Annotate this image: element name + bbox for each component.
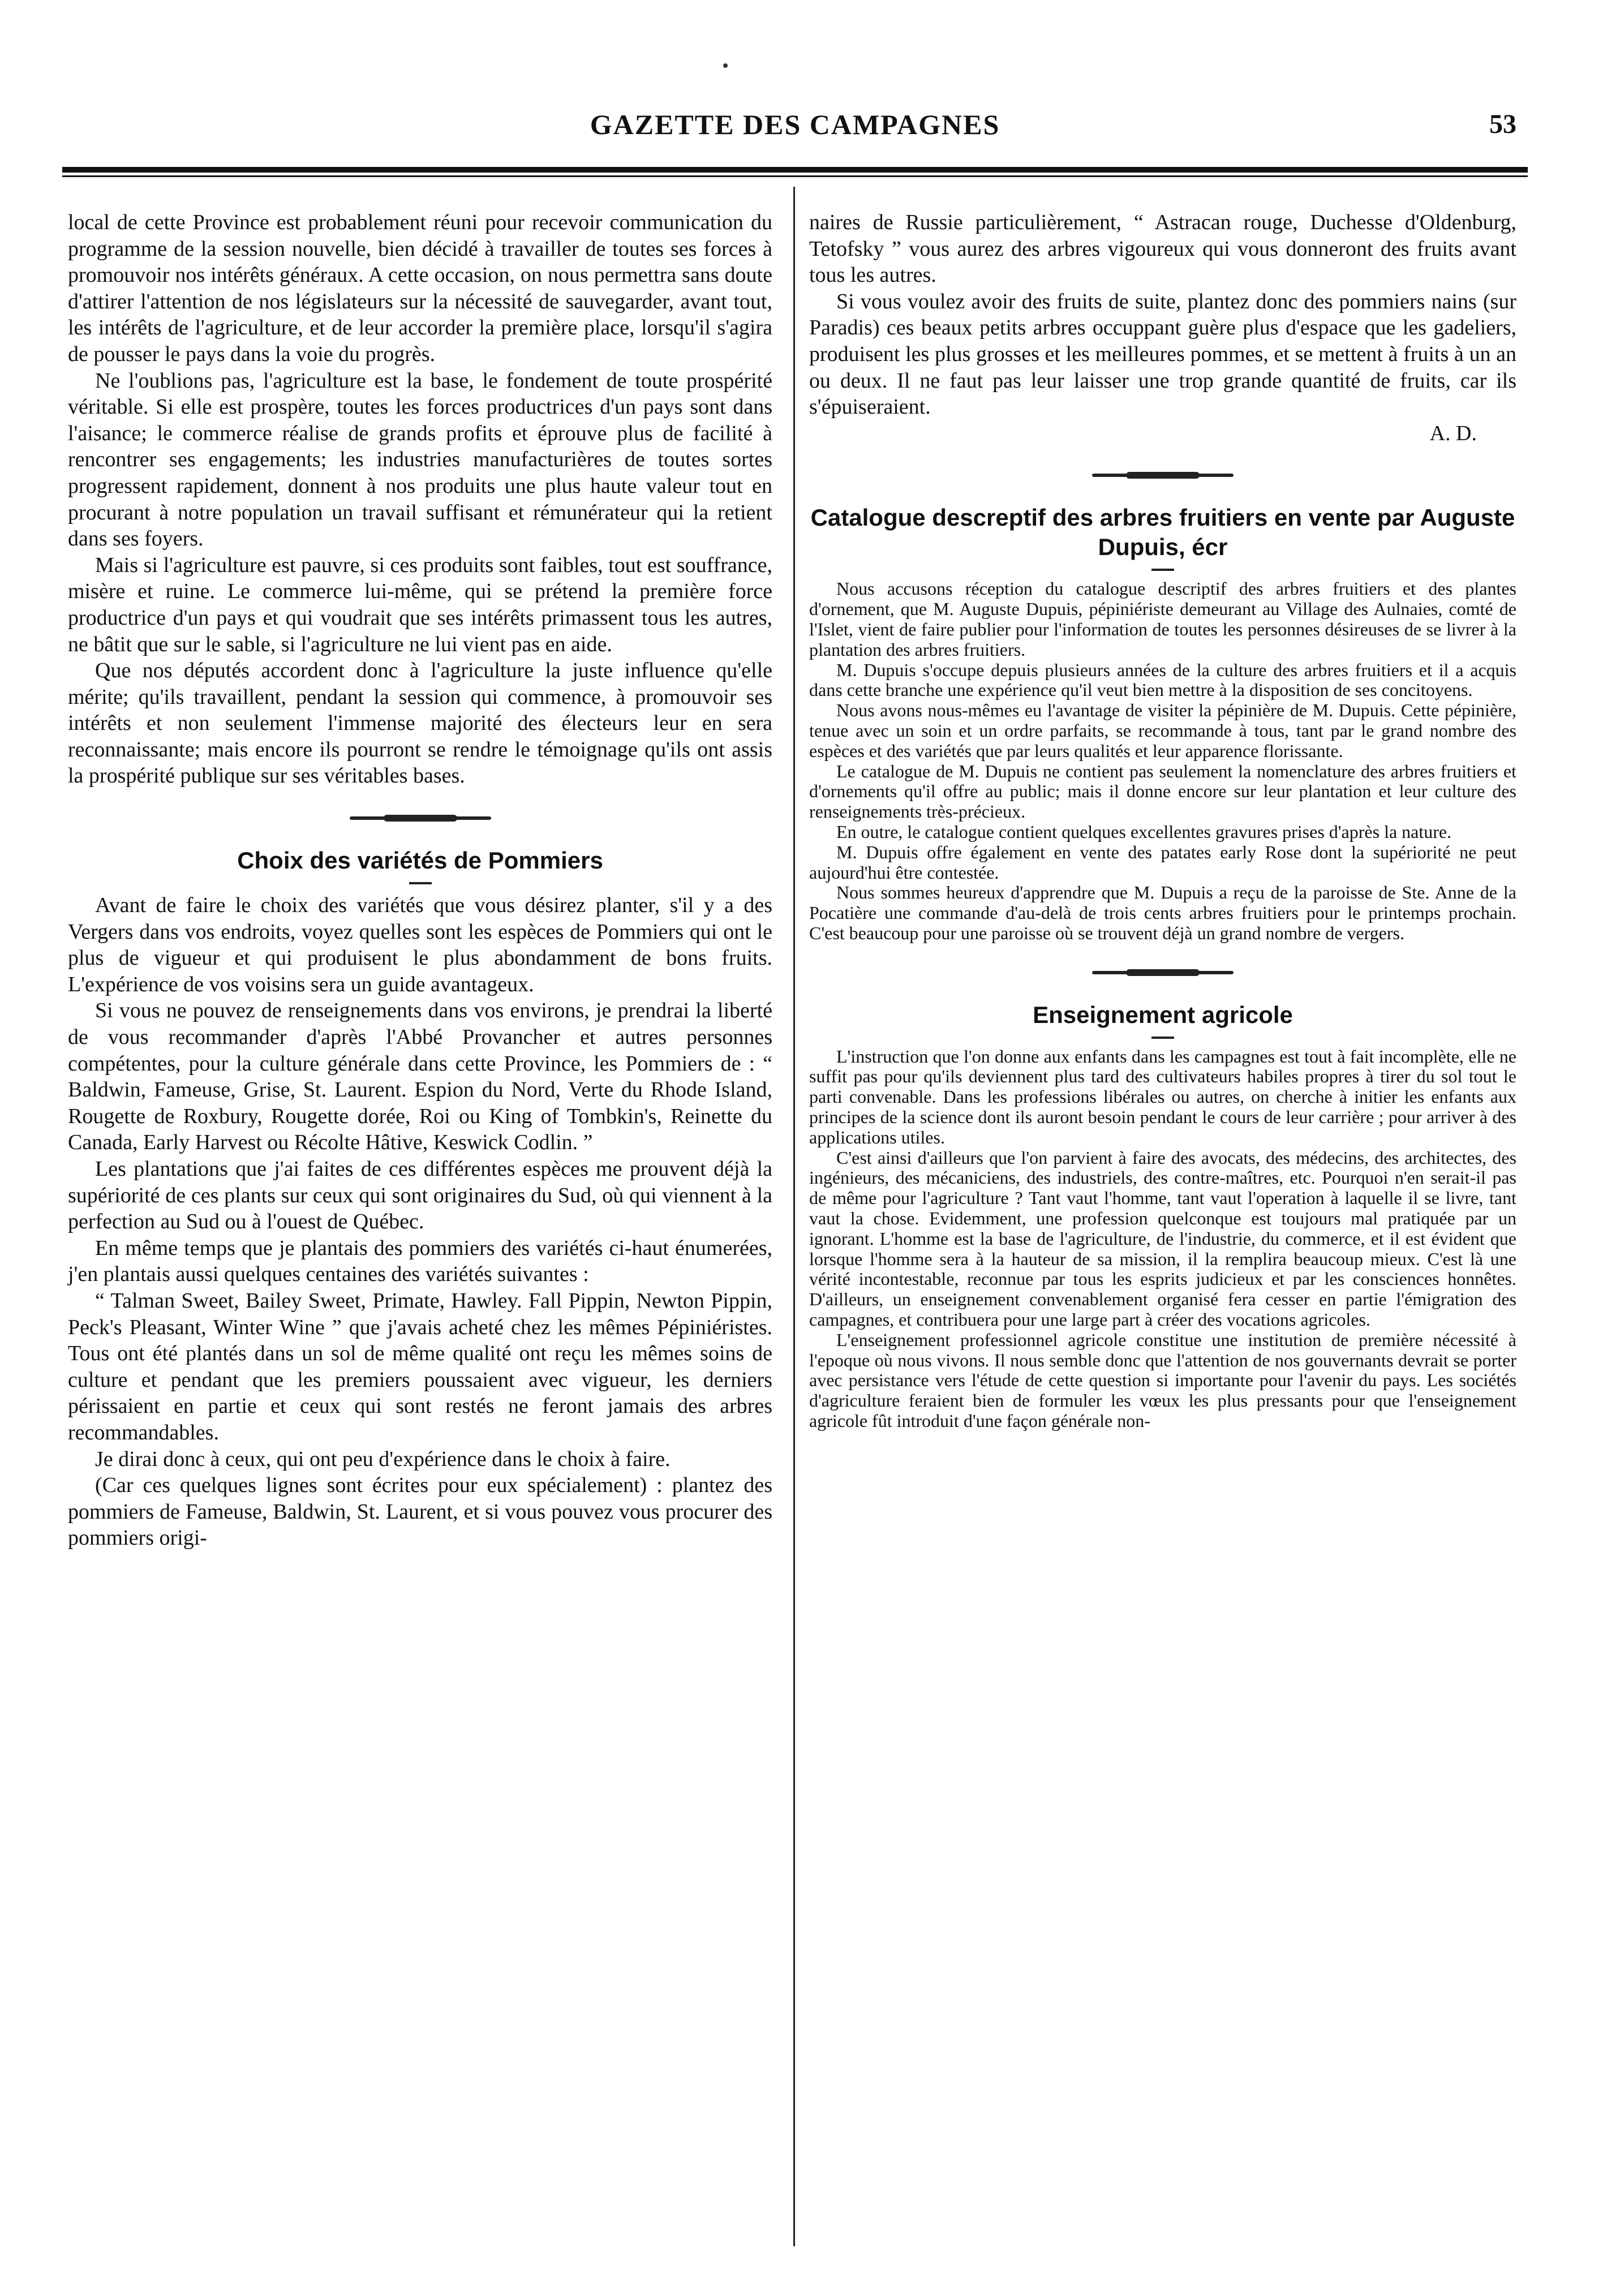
title-dash (1151, 569, 1174, 571)
article-paragraph: En même temps que je plantais des pommiers des variétés ci-haut énumerées, j'en plantais aussi quelques centaines des variétés suivantes : (68, 1236, 772, 1287)
right-column (809, 209, 1516, 1431)
page-number: 53 (1489, 109, 1516, 139)
article-paragraph: Si vous voulez avoir des fruits de suite, plantez donc des pommiers nains (sur Paradis) ces beaux petits arbres occuppant guère plus d'espace que les gadeliers, produisent les plus grosses et les meilleures pommes, et se mettent à fruits à un an ou deux. Il ne faut pas leur laisser une trop grande quantité de fruits, car ils s'épuiseraient. (809, 289, 1516, 419)
article-paragraph: local de cette Province est probablement réuni pour recevoir communication du programme de la session nouvelle, bien décidé à travailler de toutes ses forces à promouvoir nos intérêts généraux. A cette occasion, on nous permettra sans doute d'attirer l'attention de nos législateurs sur la nécessité de sauvegarder, avant tout, les intérêts de l'agriculture, et de leur accorder la première place, lorsqu'il s'agira de pousser le pays dans la voie du progrès. (68, 210, 772, 366)
catalogue-article (809, 579, 1516, 943)
title-dash (409, 882, 432, 884)
newspaper-title: GAZETTE DES CAMPAGNES (590, 109, 1000, 140)
article-paragraph: M. Dupuis offre également en vente des patates early Rose dont la supériorité ne peut aujourd'hui être contestée. (809, 841, 1516, 883)
header-rule-thick (62, 167, 1528, 173)
section-title-enseignement: Enseignement agricole (1033, 1001, 1293, 1028)
article-paragraph: M. Dupuis s'occupe depuis plusieurs années de la culture des arbres fruitiers et il a acquis dans cette branche une expérience qu'il veut bien mettre à la disposition de ses concitoyens. (809, 659, 1516, 700)
article-paragraph: “ Talman Sweet, Bailey Sweet, Primate, Hawley. Fall Pippin, Newton Pippin, Peck's Pleasant, Winter Wine ” que j'avais acheté chez les mêmes Pépiniéristes. Tous ont été plantés dans un sol de même qualité ont reçu les mêmes soins de culture et pendant que les premiers poussaient avec vigueur, les derniers périssaient en partie et ceux qui sont restés ne feront jamais des arbres recommandables. (68, 1288, 772, 1444)
article-paragraph: Nous accusons réception du catalogue descriptif des arbres fruitiers et des plantes d'ornement, que M. Auguste Dupuis, pépiniériste demeurant au Village des Aulnaies, comté de l'Islet, vient de faire publier pour l'information de toutes les personnes désireuses de se livrer à la plantation des arbres fruitiers. (809, 578, 1516, 660)
title-dash (1151, 1037, 1174, 1039)
left-column (68, 209, 772, 1551)
separator-ornament (1092, 474, 1234, 477)
article-paragraph: Si vous ne pouvez de renseignements dans vos environs, je prendrai la liberté de vous recommander d'après l'Abbé Provancher et autres personnes compétentes, pour la culture générale dans cette Province, les Pommiers de : “ Baldwin, Fameuse, Grise, St. Laurent. Espion du Nord, Verte du Rhode Island, Rougette de Roxbury, Rougette dorée, Roi ou King of Tombkin's, Reinette du Canada, Early Harvest ou Récolte Hâtive, Keswick Codlin. ” (68, 999, 772, 1155)
section-separator (809, 944, 1516, 1000)
print-speck (723, 63, 728, 68)
article-paragraph: Que nos députés accordent donc à l'agriculture la juste influence qu'elle mérite; qu'ils travaillent, pendant la session qui commence, à promouvoir ses intérêts et non seulement l'immense majorité des électeurs leur en sera reconnaissante; mais encore ils pourront se rendre le témoignage qu'ils ont assis la prospérité publique sur ses véritables bases. (68, 659, 772, 788)
separator-ornament (350, 816, 491, 820)
section-title-catalogue: Catalogue descreptif des arbres fruitiers en vente par Auguste Dupuis, écr (810, 504, 1515, 561)
article-paragraph: Mais si l'agriculture est pauvre, si ces produits sont faibles, tout est souffrance, misère et ruine. Le commerce lui-même, qui se prétend la première force productrice d'un pays et qui voudrait que ses intérêts primassent tous les autres, ne bâtit que sur le sable, si l'agriculture ne lui vient pas en aide. (68, 553, 772, 656)
author-signature: A. D. (1429, 421, 1477, 445)
section-title-pommiers: Choix des variétés de Pommiers (237, 847, 603, 874)
article-paragraph: L'enseignement professionnel agricole constitue une institution de première nécessité à l'epoque où nous vivons. Il nous semble donc que l'attention de nos gouvernants devrait se porter avec persistance vers l'étude de cette question si importante pour l'avenir du pays. Les sociétés d'agriculture feraient bien de formuler les vœux les plus pressants pour que l'enseignement agricole fût introduit d'une façon générale non- (809, 1329, 1516, 1431)
article-paragraph: Nous avons nous-mêmes eu l'avantage de visiter la pépinière de M. Dupuis. Cette pépinière, tenue avec un soin et un ordre parfaits, se recommande à tous, tant par le grand nombre des espèces et des variétés que par leurs qualités et leur apparence florissante. (809, 700, 1516, 761)
article-paragraph: Le catalogue de M. Dupuis ne contient pas seulement la nomenclature des arbres fruitiers et d'ornements qu'il offre au public; mais il donne encore sur leur plantation et leur culture des renseignements très-précieux. (809, 760, 1516, 822)
header-rule-thin (62, 175, 1528, 177)
article-paragraph: Nous sommes heureux d'apprendre que M. Dupuis a reçu de la paroisse de Ste. Anne de la Pocatière une commande d'au-delà de trois cents arbres fruitiers pour le printemps prochain. C'est beaucoup pour une paroisse où se trouvent déjà un grand nombre de vergers. (809, 882, 1516, 943)
article-paragraph: naires de Russie particulièrement, “ Astracan rouge, Duchesse d'Oldenburg, Tetofsky ” vous aurez des arbres vigoureux qui vous donneront des fruits avant tous les autres. (809, 210, 1516, 287)
section-separator (68, 789, 772, 846)
section-separator (809, 446, 1516, 503)
article-paragraph: Je dirai donc à ceux, qui ont peu d'expérience dans le choix à faire. (95, 1447, 671, 1471)
article-paragraph: (Car ces quelques lignes sont écrites pour eux spécialement) : plantez des pommiers de Fameuse, Baldwin, St. Laurent, et si vous pouvez vous procurer des pommiers origi- (68, 1473, 772, 1550)
article-paragraph: C'est ainsi d'ailleurs que l'on parvient à faire des avocats, des médecins, des architectes, des ingénieurs, des mécaniciens, des industriels, des contre-maîtres, etc. Pourquoi n'en serait-il pas de même pour l'agriculture ? Tant vaut l'homme, tant vaut l'operation à laquelle il se livre, tant vaut la chose. Evidemment, une profession quelconque est toujours mal pratiquée par un ignorant. L'homme est la base de l'agriculture, de l'industrie, du commerce, et il est évident que lorsque l'homme sera à la hauteur de sa mission, il la remplira beaucoup mieux. C'est là une vérité incontestable, reconnue par tous les esprits judicieux et par les consciences honnêtes. D'ailleurs, un enseignement convenablement organisé fera cesser en partie l'émigration des campagnes, et contribuera pour une large part à créer des vocations agricoles. (809, 1147, 1516, 1330)
article-paragraph: En outre, le catalogue contient quelques excellentes gravures prises d'après la nature. (836, 821, 1452, 842)
page-header (62, 105, 1528, 144)
column-divider (793, 187, 795, 2246)
article-paragraph: Ne l'oublions pas, l'agriculture est la base, le fondement de toute prospérité véritable. Si elle est prospère, toutes les forces productrices d'un pays sont dans l'aisance; le commerce réalise de grands profits et éprouve plus de facilité à rencontrer ses engagements; les industries manufacturières de toutes sortes progressent rapidement, donnent à nos produits une plus haute valeur tout en procurant à notre population un travail suffisant et rémunérateur qui la retient dans ses foyers. (68, 368, 772, 551)
article-paragraph: Avant de faire le choix des variétés que vous désirez planter, s'il y a des Vergers dans vos endroits, voyez quelles sont les espèces de Pommiers qui ont le plus de vigueur et qui produisent le plus abondamment de bons fruits. L'expérience de vos voisins sera un guide avantageux. (68, 893, 772, 996)
enseignement-article (809, 1047, 1516, 1431)
article-paragraph: L'instruction que l'on donne aux enfants dans les campagnes est tout à fait incomplète, elle ne suffit pas pour qu'ils deviennent plus tard des cultivateurs habiles propres à tirer du sol tout le parti convenable. Dans les professions libérales ou autres, on cherche à initier les enfants aux principes de la science dont ils auront besoin pendant le cours de leur carrière ; pour arriver à des applications utiles. (809, 1046, 1516, 1147)
separator-ornament (1092, 971, 1234, 974)
article-paragraph: Les plantations que j'ai faites de ces différentes espèces me prouvent déjà la supériorité de ces plants sur ceux qui sont originaires du Sud, où qui viennent à la perfection au Sud ou à l'ouest de Québec. (68, 1157, 772, 1234)
